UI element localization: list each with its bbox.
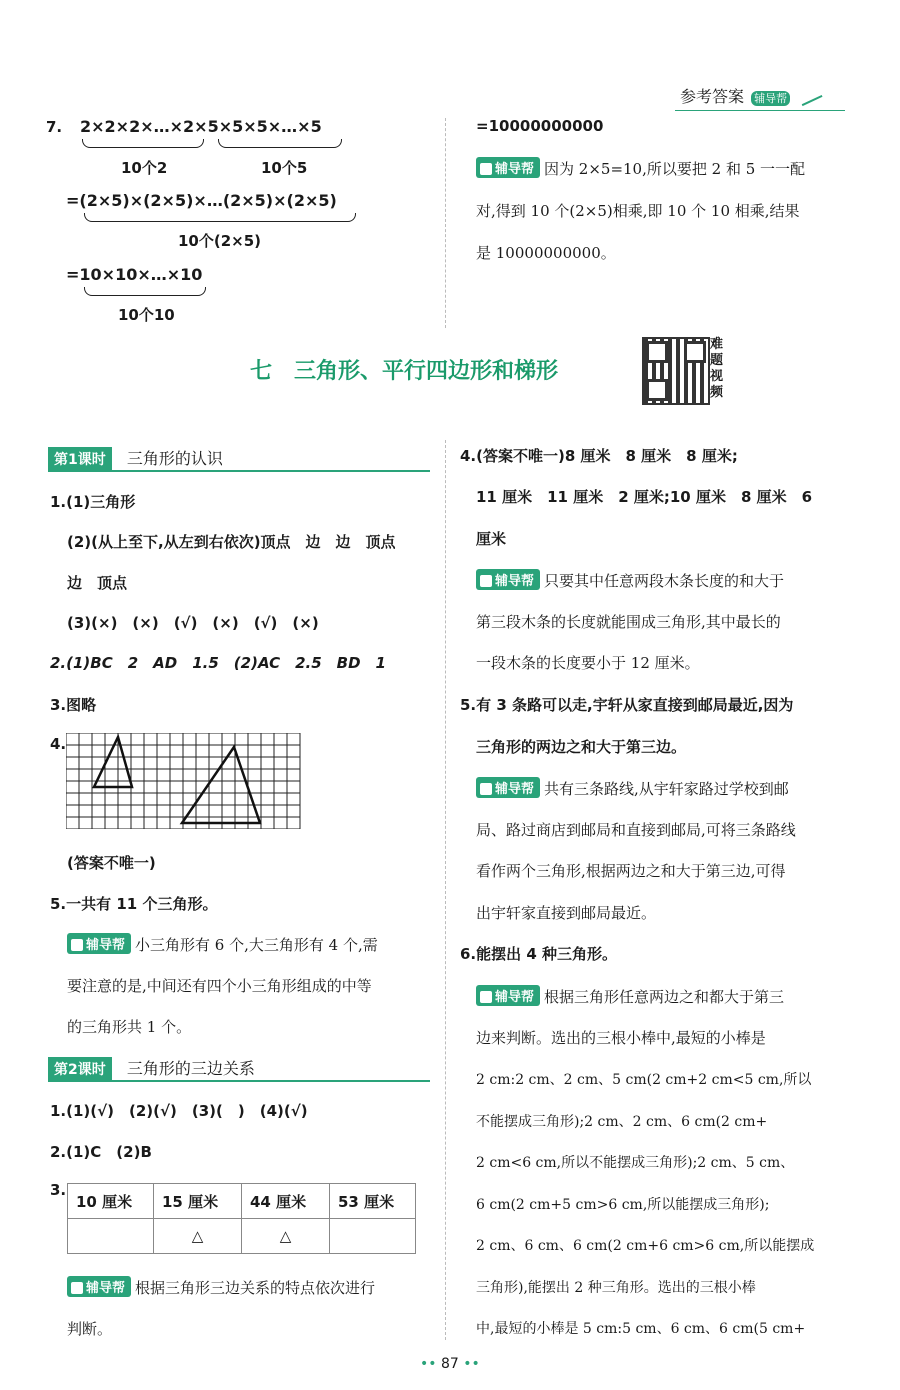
r-q6-help-7: 2 cm、6 cm、6 cm(2 cm+6 cm>6 cm,所以能摆成 bbox=[476, 1238, 815, 1254]
q7-expr1: 2×2×2×…×2×5×5×5×…×5 bbox=[80, 117, 322, 136]
help-tag: 辅导帮 bbox=[476, 777, 540, 798]
r-q4-line-1: 4.(答案不唯一)8 厘米 8 厘米 8 厘米; bbox=[460, 447, 738, 465]
r-q4-help-3: 一段木条的长度要小于 12 厘米。 bbox=[476, 654, 700, 672]
page-number: •• 87 •• bbox=[420, 1356, 480, 1372]
r-q6-help-3: 2 cm:2 cm、2 cm、5 cm(2 cm+2 cm<5 cm,所以 bbox=[476, 1072, 812, 1088]
table-header-cell: 10 厘米 bbox=[68, 1184, 154, 1219]
table-header-cell: 53 厘米 bbox=[330, 1184, 416, 1219]
l1-q1a: 1.(1)三角形 bbox=[50, 493, 136, 511]
qr-code[interactable] bbox=[642, 337, 710, 405]
r-q6-help-5: 2 cm<6 cm,所以不能摆成三角形);2 cm、5 cm、 bbox=[476, 1155, 795, 1171]
l1-q5-help-1: 辅导帮 小三角形有 6 个,大三角形有 4 个,需 bbox=[67, 933, 378, 955]
brace-10x2x5 bbox=[84, 213, 356, 222]
helper-icon bbox=[480, 163, 492, 175]
r-q6-help-4: 不能摆成三角形);2 cm、2 cm、6 cm(2 cm+ bbox=[476, 1114, 768, 1130]
brace3-label: 10个(2×5) bbox=[178, 232, 262, 250]
r-q6-help-9: 中,最短的小棒是 5 cm:5 cm、6 cm、6 cm(5 cm+ bbox=[476, 1321, 806, 1337]
brace-10x2 bbox=[82, 139, 204, 148]
r-q4-line-2: 11 厘米 11 厘米 2 厘米;10 厘米 8 厘米 6 bbox=[476, 488, 813, 506]
lesson1-title: 三角形的认识 bbox=[126, 449, 223, 468]
header-badge: 辅导帮 bbox=[751, 91, 790, 106]
help-tag: 辅导帮 bbox=[67, 1276, 131, 1297]
help-tag: 辅导帮 bbox=[476, 569, 540, 590]
helper-icon bbox=[71, 939, 83, 951]
table-header-cell: 15 厘米 bbox=[154, 1184, 242, 1219]
l2-q2: 2.(1)C (2)B bbox=[50, 1143, 152, 1161]
brace1-label: 10个2 bbox=[121, 159, 168, 177]
l2-q3-help-1: 辅导帮 根据三角形三边关系的特点依次进行 bbox=[67, 1276, 375, 1298]
r-q5-help-4: 出宇轩家直接到邮局最近。 bbox=[476, 904, 657, 922]
l1-q5-help-2: 要注意的是,中间还有四个小三角形组成的中等 bbox=[67, 977, 372, 995]
l1-q5: 5.一共有 11 个三角形。 bbox=[50, 895, 218, 913]
r-q5-line-1: 5.有 3 条路可以走,宇轩从家直接到邮局最近,因为 bbox=[460, 696, 794, 714]
r-q4-help-2: 第三段木条的长度就能围成三角形,其中最长的 bbox=[476, 613, 781, 631]
qr-label: 难 题 视 频 bbox=[710, 337, 724, 400]
q7-expr2: =(2×5)×(2×5)×…(2×5)×(2×5) bbox=[66, 191, 337, 210]
lesson1-badge: 第1课时 bbox=[48, 447, 112, 471]
help-tag: 辅导帮 bbox=[476, 985, 540, 1006]
l1-q3: 3.图略 bbox=[50, 696, 97, 714]
grid-triangles-figure bbox=[66, 733, 302, 829]
r-q5-line-2: 三角形的两边之和大于第三边。 bbox=[476, 738, 687, 756]
helper-icon bbox=[480, 575, 492, 587]
table-header-row bbox=[68, 1184, 416, 1219]
r-q4-line-3: 厘米 bbox=[476, 530, 507, 548]
l2-q3-help-2: 判断。 bbox=[67, 1320, 113, 1338]
r-q6-help-6: 6 cm(2 cm+5 cm>6 cm,所以能摆成三角形); bbox=[476, 1197, 770, 1213]
helper-icon bbox=[480, 991, 492, 1003]
brace-10x10 bbox=[84, 287, 206, 296]
column-divider-top bbox=[445, 118, 446, 328]
l1-q1d: (3)(×) (×) (√) (×) (√) (×) bbox=[67, 614, 319, 632]
l1-q1b: (2)(从上至下,从左到右依次)顶点 边 边 顶点 bbox=[67, 533, 396, 551]
q7-result: =10000000000 bbox=[476, 117, 604, 135]
r-q5-help-1: 辅导帮 共有三条路线,从宇轩家路过学校到邮 bbox=[476, 777, 789, 799]
helper-icon bbox=[480, 783, 492, 795]
r-q6-help-8: 三角形),能摆出 2 种三角形。选出的三根小棒 bbox=[476, 1280, 756, 1296]
q7-number: 7. bbox=[46, 118, 63, 136]
l1-q4: 4. bbox=[50, 735, 67, 753]
table-cell: △ bbox=[242, 1219, 330, 1254]
table-cell: △ bbox=[154, 1219, 242, 1254]
r-q6: 6.能摆出 4 种三角形。 bbox=[460, 945, 618, 963]
l2-q1: 1.(1)(√) (2)(√) (3)( ) (4)(√) bbox=[50, 1102, 308, 1120]
r-q6-help-2: 边来判断。选出的三根小棒中,最短的小棒是 bbox=[476, 1029, 766, 1047]
r-q5-help-3: 看作两个三角形,根据两边之和大于第三边,可得 bbox=[476, 862, 786, 880]
table-row bbox=[68, 1219, 416, 1254]
lesson1-header bbox=[48, 446, 430, 472]
page-header bbox=[680, 84, 850, 110]
lesson2-badge: 第2课时 bbox=[48, 1057, 112, 1081]
l2-q3: 3. bbox=[50, 1181, 67, 1199]
header-rule bbox=[675, 110, 845, 111]
l1-q4-note: (答案不唯一) bbox=[67, 854, 156, 872]
r-q6-help-1: 辅导帮 根据三角形任意两边之和都大于第三 bbox=[476, 985, 784, 1007]
help-tag: 辅导帮 bbox=[67, 933, 131, 954]
header-label: 参考答案 bbox=[680, 87, 745, 106]
sides-table bbox=[67, 1183, 416, 1254]
l1-q1c: 边 顶点 bbox=[67, 574, 128, 592]
brace2-label: 10个5 bbox=[261, 159, 308, 177]
table-header-cell: 44 厘米 bbox=[242, 1184, 330, 1219]
column-divider-main bbox=[445, 440, 446, 1340]
chapter-title: 七 三角形、平行四边形和梯形 bbox=[250, 358, 559, 384]
l1-q2: 2.(1)BC 2 AD 1.5 (2)AC 2.5 BD 1 bbox=[50, 654, 386, 672]
pencil-icon bbox=[798, 86, 823, 106]
q7-help-line-1: 辅导帮 因为 2×5=10,所以要把 2 和 5 一一配 bbox=[476, 157, 805, 179]
brace4-label: 10个10 bbox=[118, 306, 175, 324]
brace-10x5 bbox=[218, 139, 342, 148]
q7-help-line-2: 对,得到 10 个(2×5)相乘,即 10 个 10 相乘,结果 bbox=[476, 202, 800, 220]
help-tag: 辅导帮 bbox=[476, 157, 540, 178]
lesson2-header bbox=[48, 1056, 430, 1082]
r-q5-help-2: 局、路过商店到邮局和直接到邮局,可将三条路线 bbox=[476, 821, 796, 839]
table-cell bbox=[330, 1219, 416, 1254]
r-q4-help-1: 辅导帮 只要其中任意两段木条长度的和大于 bbox=[476, 569, 784, 591]
lesson2-title: 三角形的三边关系 bbox=[126, 1059, 255, 1078]
q7-help-line-3: 是 10000000000。 bbox=[476, 244, 616, 262]
helper-icon bbox=[71, 1282, 83, 1294]
l1-q5-help-3: 的三角形共 1 个。 bbox=[67, 1018, 192, 1036]
table-cell bbox=[68, 1219, 154, 1254]
q7-expr3: =10×10×…×10 bbox=[66, 265, 203, 284]
